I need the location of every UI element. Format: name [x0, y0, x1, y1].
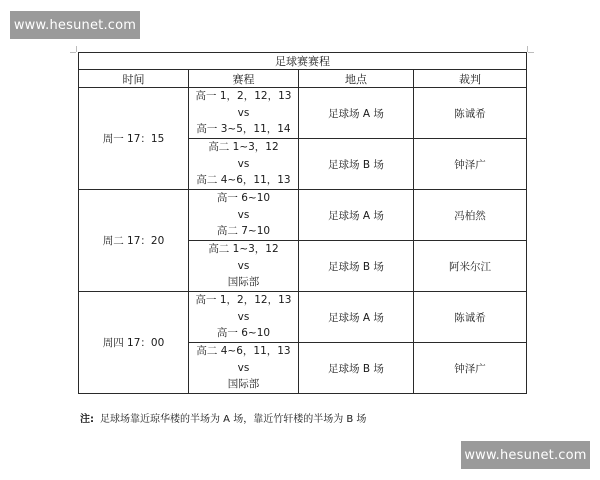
time-cell: 周二 17：20: [79, 190, 189, 292]
venue-cell: 足球场 B 场: [299, 139, 414, 190]
page-corner-mark: [528, 52, 534, 53]
referee-cell: 阿米尔江: [414, 241, 527, 292]
table-row: [79, 292, 527, 343]
footnote-label: 注:: [80, 414, 94, 425]
table-row: [79, 190, 527, 241]
venue-cell: 足球场 B 场: [299, 343, 414, 394]
match-cell: [189, 190, 299, 241]
referee-cell: 钟泽广: [414, 139, 527, 190]
match-cell: [189, 139, 299, 190]
team-2: 高一 6~10: [216, 327, 271, 340]
watermark-top: www.hesunet.com: [10, 11, 140, 39]
table-row: [79, 88, 527, 139]
watermark-bottom: www.hesunet.com: [461, 441, 590, 469]
team-2: 国际部: [227, 276, 260, 289]
table-header-row: [79, 70, 527, 88]
page-corner-mark: [70, 52, 76, 53]
team-2: 高二 7~10: [216, 225, 271, 238]
table-title-row: [79, 53, 527, 70]
team-1: 高二 1~3，12: [208, 141, 279, 154]
referee-cell: 冯柏然: [414, 190, 527, 241]
vs-label: vs: [237, 106, 250, 119]
header-venue: 地点: [299, 70, 414, 88]
header-match: 赛程: [189, 70, 299, 88]
vs-label: vs: [237, 208, 250, 221]
venue-cell: 足球场 B 场: [299, 241, 414, 292]
referee-cell: 陈诚希: [414, 292, 527, 343]
team-2: 国际部: [227, 378, 260, 391]
footnote: [80, 410, 366, 425]
team-1: 高二 4~6，11，13: [196, 345, 291, 358]
table-title: 足球赛赛程: [79, 53, 527, 70]
header-referee: 裁判: [414, 70, 527, 88]
venue-cell: 足球场 A 场: [299, 190, 414, 241]
vs-label: vs: [237, 361, 250, 374]
team-1: 高一 1，2，12，13: [195, 294, 292, 307]
vs-label: vs: [237, 259, 250, 272]
match-cell: [189, 88, 299, 139]
time-cell: 周一 17：15: [79, 88, 189, 190]
match-cell: [189, 292, 299, 343]
team-1: 高二 1~3，12: [208, 243, 279, 256]
vs-label: vs: [237, 310, 250, 323]
team-1: 高一 1，2，12，13: [195, 90, 292, 103]
time-cell: 周四 17：00: [79, 292, 189, 394]
footnote-text: 足球场靠近琼华楼的半场为 A 场，靠近竹轩楼的半场为 B 场: [100, 414, 367, 425]
vs-label: vs: [237, 157, 250, 170]
match-cell: [189, 343, 299, 394]
team-2: 高二 4~6，11，13: [196, 174, 291, 187]
match-cell: [189, 241, 299, 292]
referee-cell: 陈诚希: [414, 88, 527, 139]
team-1: 高一 6~10: [216, 192, 271, 205]
page-corner-mark: [76, 46, 77, 52]
page-corner-mark: [527, 46, 528, 52]
team-2: 高一 3~5，11，14: [196, 123, 291, 136]
referee-cell: 钟泽广: [414, 343, 527, 394]
venue-cell: 足球场 A 场: [299, 88, 414, 139]
header-time: 时间: [79, 70, 189, 88]
schedule-table: [78, 52, 527, 394]
venue-cell: 足球场 A 场: [299, 292, 414, 343]
